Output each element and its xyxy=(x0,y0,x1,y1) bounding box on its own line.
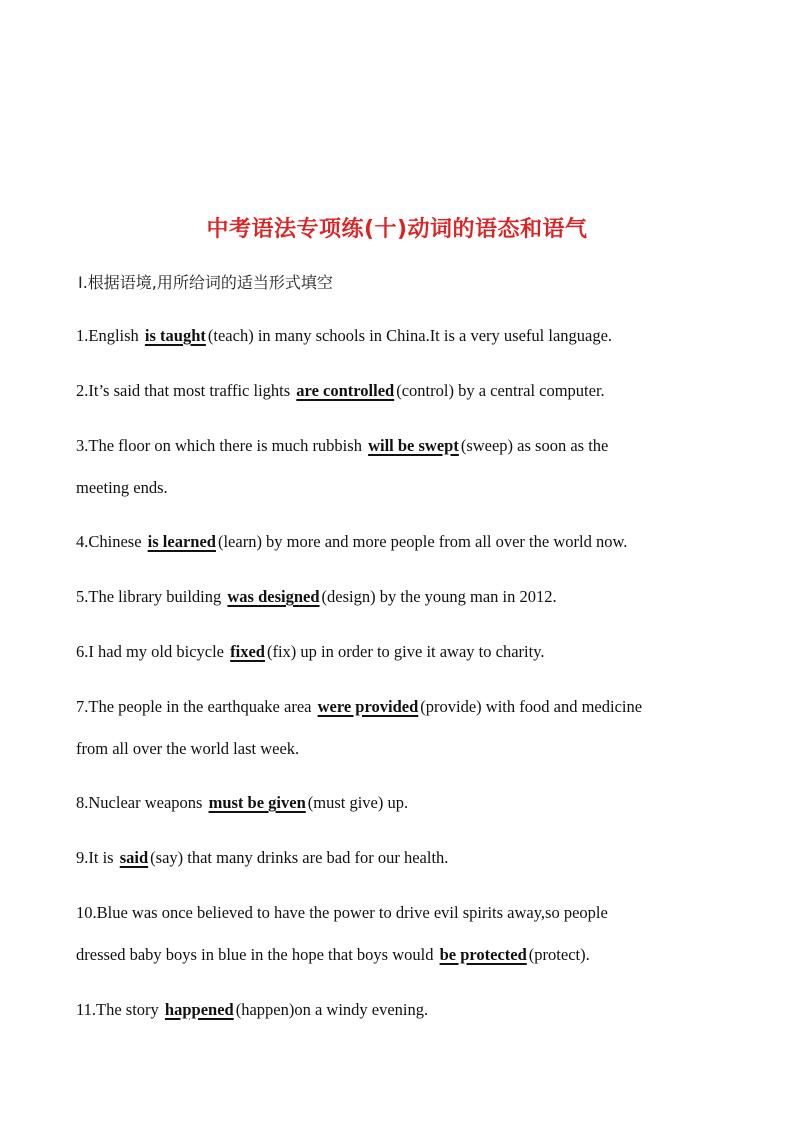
question-7-continued xyxy=(76,739,299,759)
answer-blank: were provided xyxy=(317,697,419,716)
question-text: 1.English xyxy=(76,326,143,345)
question-11 xyxy=(76,1000,428,1020)
question-text: (design) by the young man in 2012. xyxy=(321,587,557,606)
answer-blank: was designed xyxy=(227,587,320,606)
answer-blank: said xyxy=(119,848,149,867)
question-10 xyxy=(76,903,608,923)
section-heading: Ⅰ.根据语境,用所给词的适当形式填空 xyxy=(78,273,333,292)
question-text: (teach) in many schools in China.It is a very useful language. xyxy=(207,326,613,345)
question-text: 9.It is xyxy=(76,848,118,867)
question-text: 4.Chinese xyxy=(76,532,146,551)
question-text: (say) that many drinks are bad for our health. xyxy=(150,848,449,867)
question-7 xyxy=(76,697,642,717)
question-text: 10.Blue was once believed to have the power to drive evil spirits away,so people xyxy=(76,903,608,922)
answer-blank: be protected xyxy=(439,945,527,964)
answer-blank: are controlled xyxy=(296,381,395,400)
question-2 xyxy=(76,381,605,401)
question-text: 2.It’s said that most traffic lights xyxy=(76,381,295,400)
answer-blank: fixed xyxy=(230,642,265,661)
question-4 xyxy=(76,532,627,552)
question-3-continued xyxy=(76,478,168,498)
page-title: 中考语法专项练(十)动词的语态和语气 xyxy=(206,217,588,242)
question-text: 11.The story xyxy=(76,1000,163,1019)
question-6 xyxy=(76,642,545,662)
question-text: 3.The floor on which there is much rubbish xyxy=(76,436,367,455)
question-text: dressed baby boys in blue in the hope that boys would xyxy=(76,945,438,964)
question-text: 7.The people in the earthquake area xyxy=(76,697,316,716)
question-10-continued xyxy=(76,945,590,965)
question-text: (protect). xyxy=(528,945,590,964)
question-text: (must give) up. xyxy=(307,793,409,812)
question-8 xyxy=(76,793,408,813)
question-text: from all over the world last week. xyxy=(76,739,300,758)
question-text: 8.Nuclear weapons xyxy=(76,793,207,812)
answer-blank: is learned xyxy=(147,532,216,551)
question-text: (happen)on a windy evening. xyxy=(235,1000,429,1019)
question-text: 6.I had my old bicycle xyxy=(76,642,229,661)
question-text: (provide) with food and medicine xyxy=(420,697,643,716)
question-text: (control) by a central computer. xyxy=(396,381,605,400)
question-9 xyxy=(76,848,448,868)
question-5 xyxy=(76,587,557,607)
answer-blank: happened xyxy=(164,1000,234,1019)
question-1 xyxy=(76,326,612,346)
question-3 xyxy=(76,436,608,456)
question-text: (sweep) as soon as the xyxy=(460,436,609,455)
answer-blank: must be given xyxy=(208,793,306,812)
question-text: meeting ends. xyxy=(76,478,168,497)
answer-blank: will be swept xyxy=(368,436,459,455)
question-text: 5.The library building xyxy=(76,587,226,606)
answer-blank: is taught xyxy=(144,326,206,345)
question-text: (learn) by more and more people from all over the world now. xyxy=(217,532,628,551)
question-text: (fix) up in order to give it away to charity. xyxy=(266,642,545,661)
